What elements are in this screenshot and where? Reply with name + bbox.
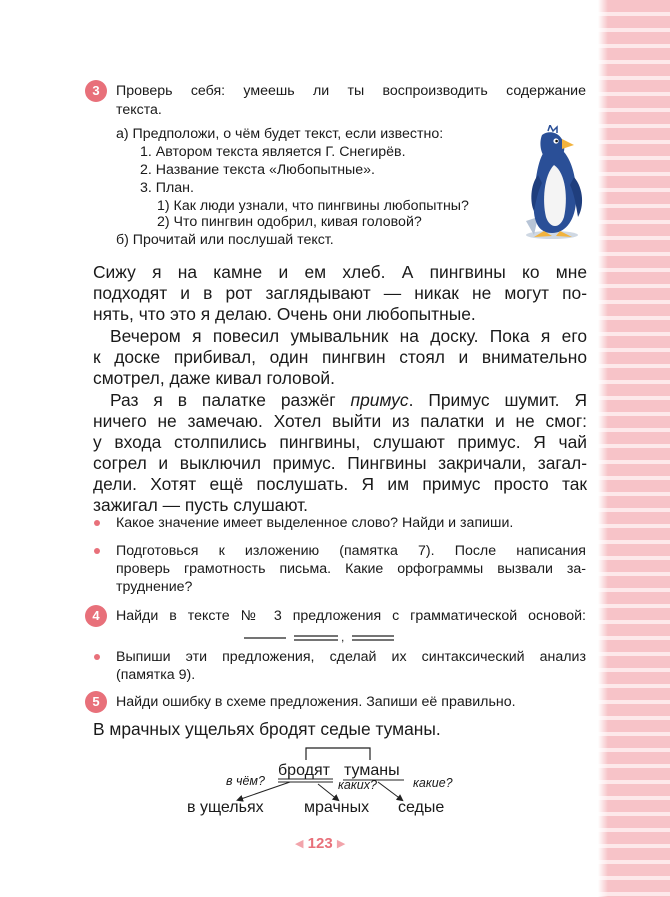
story-p3-line1-post: . Примус шумит. Я bbox=[408, 390, 587, 410]
triangle-right-icon: ▶ bbox=[336, 838, 346, 850]
task-number-5: 5 bbox=[85, 691, 107, 713]
scheme-question-3: какие? bbox=[413, 776, 453, 790]
bullet1-text: Какое значение имеет выделенное слово? Найди и запиши. bbox=[116, 515, 514, 531]
story-p2-line3: смотрел, даже кивал головой. bbox=[93, 368, 335, 388]
task3-plan2: 2) Что пингвин одобрил, кивая головой? bbox=[157, 214, 422, 230]
page-number bbox=[295, 835, 345, 852]
page-margin-stripes bbox=[598, 0, 670, 897]
scheme-predicate: бродят bbox=[278, 762, 330, 779]
bullet2-line3: труднение? bbox=[116, 579, 193, 595]
story-p1-line1: Сижу я на камне и ем хлеб. А пингвины ко мне bbox=[93, 262, 587, 282]
bullet2-line2: проверь грамотность письма. Какие орфограммы вызвали за- bbox=[116, 561, 586, 577]
task3-item-a2: 2. Название текста «Любопытные». bbox=[140, 162, 375, 178]
story-p3-line3: у входа столпились пингвины, слушают примус. Я чай bbox=[93, 432, 587, 452]
story-p3-line4: согрел и выключил примус. Пингвины закричали, загал- bbox=[93, 453, 587, 473]
scheme-question-1: в чём? bbox=[226, 774, 265, 788]
svg-text:,: , bbox=[341, 630, 345, 644]
scheme-subject: туманы bbox=[344, 762, 400, 779]
story-p2-line2: к доске прибивал, один пингвин стоял и внимательно bbox=[93, 347, 587, 367]
task4-bullet-line2: (памятка 9). bbox=[116, 667, 196, 683]
page-number-value: 123 bbox=[307, 835, 333, 852]
story-p1-line2: подходят и в рот заглядывают — никак не могут по- bbox=[93, 283, 587, 303]
story-p2-line1: Вечером я повесил умывальник на доску. Пока я его bbox=[110, 326, 587, 346]
scheme-word-3: седые bbox=[398, 799, 445, 816]
task4-bullet-line1: Выпиши эти предложения, сделай их синтаксический анализ bbox=[116, 649, 586, 665]
task3-item-a: а) Предположи, о чём будет текст, если известно: bbox=[116, 126, 444, 142]
scheme-word-2: мрачных bbox=[304, 799, 370, 816]
story-p3-line2: ничего не замечаю. Хотел выйти из палатки и не смог: bbox=[93, 411, 587, 431]
task3-item-b: б) Прочитай или послушай текст. bbox=[116, 232, 334, 248]
task3-item-a3: 3. План. bbox=[140, 180, 194, 196]
story-p3-line1-pre: Раз я в палатке разжёг bbox=[110, 390, 351, 410]
task-number-3: 3 bbox=[85, 80, 107, 102]
task-number-4: 4 bbox=[85, 605, 107, 627]
story-p3-line5: дели. Хотят ещё послушать. Я им примус просто так bbox=[93, 474, 587, 494]
task3-line2: текста. bbox=[116, 102, 162, 118]
task3-line1: Проверь себя: умеешь ли ты воспроизводить содержание bbox=[116, 83, 586, 99]
task4-text: Найди в тексте № 3 предложения с грамматической основой: bbox=[116, 608, 586, 624]
triangle-left-icon: ◀ bbox=[295, 838, 304, 850]
task3-plan1: 1) Как люди узнали, что пингвины любопытны? bbox=[157, 198, 469, 214]
bullet2-line1: Подготовься к изложению (памятка 7). После написания bbox=[116, 543, 586, 559]
story-p3-line6: зажигал — пусть слушают. bbox=[93, 495, 308, 515]
story-p1-line3: нять, что это я делаю. Очень они любопытные. bbox=[93, 304, 476, 324]
task5-sentence: В мрачных ущельях бродят седые туманы. bbox=[93, 719, 441, 739]
task5-text: Найди ошибку в схеме предложения. Запиши её правильно. bbox=[116, 694, 516, 710]
task3-item-a1: 1. Автором текста является Г. Снегирёв. bbox=[140, 144, 406, 160]
highlighted-word: примус bbox=[350, 390, 409, 410]
scheme-word-1: в ущельях bbox=[187, 799, 264, 816]
scheme-question-2: каких? bbox=[338, 778, 377, 792]
